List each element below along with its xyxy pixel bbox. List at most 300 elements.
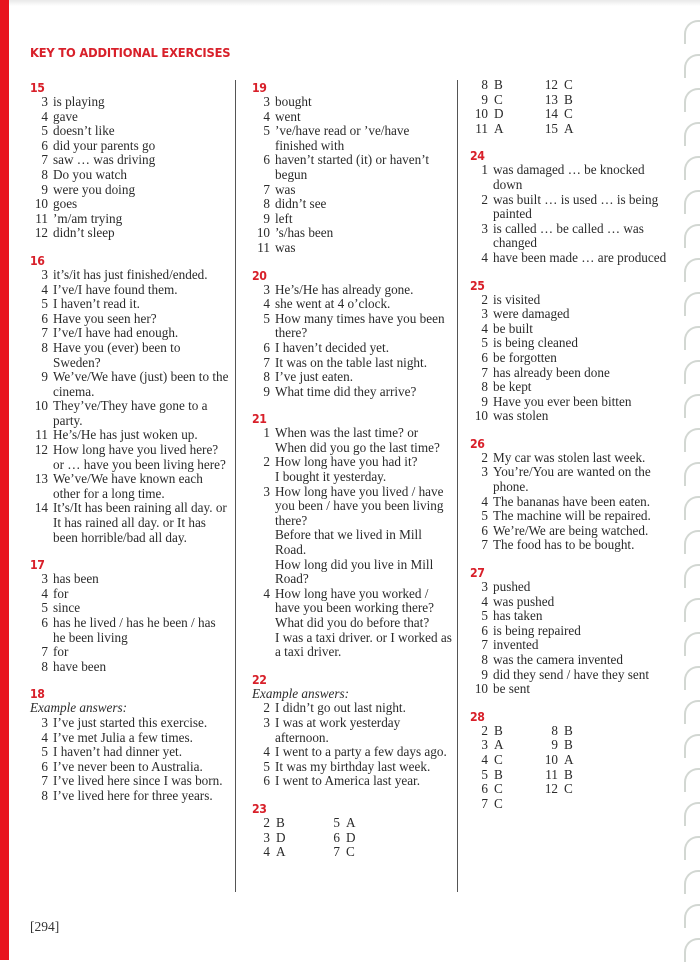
answer-item	[30, 197, 230, 212]
item-number: 4	[481, 249, 488, 265]
answer-item	[30, 341, 230, 370]
answer-item	[470, 624, 670, 639]
answer-line: The machine will be repaired.	[493, 508, 651, 524]
item-text	[53, 326, 230, 341]
answer-line: didn’t see	[275, 196, 327, 212]
item-text	[493, 509, 670, 524]
grid-answer	[540, 78, 610, 93]
answer-letter: C	[346, 844, 355, 860]
answer-item	[470, 451, 670, 466]
answer-line: didn’t sleep	[53, 225, 115, 241]
answer-item	[252, 95, 452, 110]
answer-item	[252, 312, 452, 341]
answer-item	[252, 760, 452, 775]
grid-answer	[322, 831, 392, 846]
item-text	[493, 595, 670, 610]
answer-item	[252, 212, 452, 227]
item-number: 3	[41, 571, 48, 587]
answer-line: I’ve lived here for three years.	[53, 787, 213, 803]
item-number: 4	[41, 281, 48, 297]
answer-item	[470, 351, 670, 366]
binding-hole-icon	[684, 870, 700, 894]
item-text	[53, 139, 230, 154]
answer-item	[30, 399, 230, 428]
item-text	[53, 226, 230, 241]
answer-line: I was a taxi driver. or I worked as a taxi driver.	[275, 629, 452, 660]
item-text	[275, 385, 452, 400]
item-number: 3	[481, 306, 488, 322]
example-answers-note: Example answers:	[252, 685, 350, 701]
item-number: 12	[34, 442, 48, 458]
item-number: 4	[481, 593, 488, 609]
answer-line: is being repaired	[493, 622, 581, 638]
exercise-number: 26	[470, 435, 485, 451]
item-number: 4	[41, 585, 48, 601]
answer-item	[470, 509, 670, 524]
answer-letter: B	[564, 737, 573, 753]
answer-line: is called … be called … was changed	[493, 220, 644, 251]
grid-answer	[470, 107, 540, 122]
answer-item	[252, 716, 452, 745]
answer-item	[470, 366, 670, 381]
item-text	[275, 283, 452, 298]
item-number: 5	[481, 508, 488, 524]
answer-letter: C	[494, 91, 503, 107]
item-number: 13	[544, 91, 558, 107]
item-number	[540, 797, 564, 812]
item-text	[53, 731, 230, 746]
answer-line: The food has to be bought.	[493, 537, 635, 553]
item-number: 2	[263, 700, 270, 716]
item-number: 9	[551, 737, 558, 753]
grid-answer	[252, 816, 322, 831]
answer-grid	[470, 78, 670, 136]
answer-item	[252, 283, 452, 298]
answer-item	[470, 307, 670, 322]
binding-hole-icon	[684, 938, 700, 962]
item-number: 2	[481, 722, 488, 738]
answer-item	[252, 110, 452, 125]
item-number: 6	[41, 137, 48, 153]
answer-item	[30, 774, 230, 789]
item-number: 5	[333, 814, 340, 830]
item-text	[53, 124, 230, 139]
item-text	[53, 183, 230, 198]
grid-answer	[540, 724, 610, 739]
binding-hole-icon	[684, 224, 700, 248]
item-number: 3	[481, 220, 488, 236]
item-number: 3	[41, 714, 48, 730]
item-number: 7	[263, 354, 270, 370]
answer-line: for	[53, 585, 69, 601]
item-number: 6	[263, 339, 270, 355]
answer-line: has taken	[493, 608, 543, 624]
item-text	[275, 774, 452, 789]
grid-answer	[540, 782, 610, 797]
answer-item	[252, 587, 452, 660]
item-number: 6	[481, 522, 488, 538]
page-top-shadow	[9, 0, 700, 6]
answer-item	[30, 297, 230, 312]
answer-line: were damaged	[493, 306, 570, 322]
item-number: 6	[263, 773, 270, 789]
answer-line: It was on the table last night.	[275, 354, 427, 370]
item-number: 7	[41, 773, 48, 789]
item-number: 2	[481, 291, 488, 307]
answer-line: invented	[493, 637, 539, 653]
item-number: 7	[481, 537, 488, 553]
item-text	[53, 587, 230, 602]
answer-line: bought	[275, 94, 312, 109]
item-number: 6	[41, 758, 48, 774]
item-number: 9	[481, 91, 488, 107]
answer-item	[30, 312, 230, 327]
answer-column-1	[30, 80, 230, 816]
item-text	[53, 370, 230, 399]
answer-item	[30, 326, 230, 341]
answer-line: What did you do before that?	[275, 615, 430, 630]
item-text	[53, 153, 230, 168]
item-text	[275, 426, 452, 455]
item-number: 6	[333, 829, 340, 845]
answer-item	[30, 153, 230, 168]
item-text	[275, 183, 452, 198]
item-number: 5	[263, 310, 270, 326]
item-text	[275, 212, 452, 227]
item-number: 6	[481, 349, 488, 365]
answer-line: I’ve never been to Australia.	[53, 758, 203, 774]
binding-hole-icon	[684, 326, 700, 350]
answer-item	[30, 472, 230, 501]
item-number: 6	[481, 622, 488, 638]
item-number: 4	[263, 844, 270, 860]
item-number: 8	[481, 379, 488, 395]
answer-line: You’re/You are wanted on the phone.	[493, 464, 651, 495]
answer-item	[30, 226, 230, 241]
item-number: 7	[41, 325, 48, 341]
answer-line: did your parents go	[53, 137, 156, 153]
answer-item	[470, 638, 670, 653]
answer-line: We’re/We are being watched.	[493, 522, 649, 538]
exercise-section	[30, 253, 230, 545]
grid-answer	[540, 753, 610, 768]
exercise-number: 24	[470, 148, 485, 164]
item-text	[53, 428, 230, 443]
answer-item	[252, 774, 452, 789]
grid-answer	[252, 831, 322, 846]
answer-line: be kept	[493, 379, 532, 395]
exercise-section	[470, 709, 670, 812]
item-number: 10	[474, 408, 488, 424]
item-number: 5	[41, 296, 48, 312]
item-text	[493, 307, 670, 322]
item-number: 4	[263, 108, 270, 124]
answer-item	[252, 485, 452, 587]
answer-line: How long have you lived here? or … have you been living here?	[53, 442, 226, 472]
answer-letter: C	[564, 77, 573, 92]
item-number: 7	[481, 364, 488, 380]
exercise-number: 15	[30, 80, 45, 95]
item-text	[53, 760, 230, 775]
exercise-number: 28	[470, 708, 485, 724]
item-number: 5	[41, 600, 48, 616]
item-number: 11	[257, 239, 270, 255]
grid-answer	[540, 768, 610, 783]
item-text	[493, 366, 670, 381]
answer-item	[252, 124, 452, 153]
exercise-section	[30, 80, 230, 241]
answer-line: Do you watch	[53, 166, 127, 182]
item-text	[275, 297, 452, 312]
item-number: 4	[481, 751, 488, 767]
binding-hole-icon	[684, 292, 700, 316]
item-number: 3	[41, 266, 48, 282]
item-text	[53, 601, 230, 616]
answer-letter: B	[494, 722, 503, 738]
answer-line: was the camera invented	[493, 652, 623, 667]
answer-item	[30, 95, 230, 110]
item-text	[493, 451, 670, 466]
answer-line: gave	[53, 108, 78, 124]
answer-item	[30, 760, 230, 775]
item-text	[275, 370, 452, 385]
answer-item	[252, 297, 452, 312]
item-text	[275, 95, 452, 110]
item-text	[53, 443, 230, 472]
item-number: 8	[41, 658, 48, 674]
item-number: 3	[263, 714, 270, 730]
exercise-section	[30, 686, 230, 803]
item-number: 1	[263, 425, 270, 441]
item-text	[493, 668, 670, 683]
item-number: 10	[474, 681, 488, 697]
red-margin-bar	[0, 0, 9, 960]
item-text	[275, 241, 452, 256]
item-number: 7	[41, 152, 48, 168]
item-number: 4	[263, 744, 270, 760]
binding-hole-icon	[684, 904, 700, 928]
answer-letter: D	[494, 106, 504, 122]
answer-item	[252, 701, 452, 716]
binding-hole-icon	[684, 462, 700, 486]
item-number: 11	[35, 210, 48, 226]
answer-line: were you doing	[53, 181, 136, 197]
answer-letter: C	[564, 106, 573, 122]
answer-item	[30, 572, 230, 587]
answer-item	[30, 716, 230, 731]
item-text	[493, 222, 670, 251]
answer-item	[252, 385, 452, 400]
item-number: 3	[481, 464, 488, 480]
grid-answer	[470, 782, 540, 797]
answer-letter: C	[494, 781, 503, 797]
binding-hole-icon	[684, 394, 700, 418]
item-number: 6	[41, 310, 48, 326]
item-text	[53, 572, 230, 587]
answer-item	[470, 538, 670, 553]
answer-item	[30, 183, 230, 198]
grid-answer	[470, 753, 540, 768]
binding-hole-icon	[684, 190, 700, 214]
item-number: 5	[263, 123, 270, 139]
answer-line: Before that we lived in Mill Road.	[275, 527, 422, 558]
item-number: 8	[41, 787, 48, 803]
item-text	[493, 538, 670, 553]
item-number: 13	[34, 471, 48, 487]
grid-answer	[540, 797, 610, 812]
item-number: 7	[481, 795, 488, 811]
answer-item	[252, 183, 452, 198]
answer-line: has been	[53, 571, 99, 587]
item-text	[53, 472, 230, 501]
grid-answer	[470, 93, 540, 108]
grid-answer	[470, 122, 540, 137]
exercise-section	[252, 411, 452, 660]
item-number: 2	[481, 449, 488, 465]
exercise-number: 25	[470, 277, 485, 293]
answer-line: How long have you worked / have you been working there?	[275, 585, 434, 616]
item-number: 8	[41, 166, 48, 182]
binding-hole-icon	[684, 122, 700, 146]
grid-answer	[470, 724, 540, 739]
answer-letter: B	[494, 77, 503, 92]
item-number: 3	[41, 94, 48, 109]
item-number: 10	[544, 751, 558, 767]
answer-line: I’ve just started this exercise.	[53, 714, 208, 730]
answer-line: We’ve/We have known each other for a long time.	[53, 471, 203, 501]
item-number: 11	[545, 766, 558, 782]
item-number: 9	[263, 383, 270, 399]
grid-answer	[540, 738, 610, 753]
answer-item	[470, 395, 670, 410]
grid-answer	[252, 845, 322, 860]
binding-hole-icon	[684, 836, 700, 860]
answer-line: was stolen	[493, 408, 549, 424]
answer-item	[30, 139, 230, 154]
answer-item	[30, 731, 230, 746]
item-number: 12	[544, 781, 558, 797]
answer-line: was	[275, 181, 296, 197]
item-text	[493, 609, 670, 624]
answer-grid	[470, 724, 670, 812]
item-text	[275, 153, 452, 182]
answer-line: has he lived / has he been / has he been living	[53, 615, 216, 645]
answer-letter: A	[494, 737, 504, 753]
answer-line: ’s/has been	[275, 225, 334, 241]
item-number: 8	[263, 369, 270, 385]
item-number: 2	[263, 454, 270, 470]
answer-item	[30, 745, 230, 760]
binding-hole-icon	[684, 360, 700, 384]
answer-item	[30, 789, 230, 804]
grid-answer	[470, 738, 540, 753]
item-number: 4	[41, 108, 48, 124]
item-number: 3	[481, 737, 488, 753]
answer-line: was pushed	[493, 593, 555, 609]
answer-line: left	[275, 210, 293, 226]
answer-letter: A	[346, 814, 356, 830]
item-number: 4	[263, 296, 270, 312]
item-text	[493, 351, 670, 366]
item-number: 4	[481, 320, 488, 336]
binding-hole-icon	[684, 428, 700, 452]
item-number: 10	[34, 398, 48, 414]
answer-letter: D	[346, 829, 356, 845]
item-text	[493, 495, 670, 510]
item-number: 10	[474, 106, 488, 122]
answer-item	[470, 609, 670, 624]
answer-column-2	[252, 80, 452, 872]
answer-line: ’ve/have read or ’ve/have finished with	[275, 123, 410, 153]
item-number: 11	[475, 120, 488, 136]
answer-line: I went to America last year.	[275, 773, 421, 789]
item-number: 12	[34, 225, 48, 241]
answer-letter: B	[564, 722, 573, 738]
answer-item	[252, 745, 452, 760]
exercise-section	[470, 148, 670, 265]
answer-line: I’ve/I have had enough.	[53, 325, 179, 341]
answer-item	[252, 426, 452, 455]
answer-line: He’s/He has already gone.	[275, 281, 414, 297]
item-number: 7	[41, 644, 48, 660]
item-number: 9	[41, 369, 48, 385]
answer-item	[470, 380, 670, 395]
item-text	[53, 95, 230, 110]
answer-line: Have you ever been bitten	[493, 393, 632, 409]
item-number: 4	[481, 493, 488, 509]
grid-answer	[470, 78, 540, 93]
item-text	[53, 789, 230, 804]
item-number: 2	[481, 191, 488, 207]
item-number: 9	[481, 393, 488, 409]
item-number: 14	[34, 500, 48, 516]
answer-item	[470, 193, 670, 222]
exercise-number: 23	[252, 800, 267, 816]
grid-answer	[540, 93, 610, 108]
answer-letter: B	[494, 766, 503, 782]
answer-item	[30, 370, 230, 399]
item-text	[493, 638, 670, 653]
item-text	[53, 268, 230, 283]
spiral-binding	[684, 0, 700, 960]
answer-line: I didn’t go out last night.	[275, 700, 406, 716]
answer-line: be sent	[493, 681, 530, 697]
answer-item	[252, 226, 452, 241]
answer-item	[470, 595, 670, 610]
grid-answer	[470, 768, 540, 783]
binding-hole-icon	[684, 700, 700, 724]
answer-line: I’ve met Julia a few times.	[53, 729, 193, 745]
binding-hole-icon	[684, 496, 700, 520]
answer-line: have been made … are produced	[493, 249, 667, 265]
item-text	[53, 110, 230, 125]
item-number: 5	[41, 123, 48, 139]
exercise-number: 27	[470, 565, 485, 581]
answer-item	[30, 501, 230, 545]
item-number: 8	[41, 339, 48, 355]
answer-line: What time did they arrive?	[275, 383, 417, 399]
grid-answer	[540, 122, 610, 137]
item-number: 8	[551, 722, 558, 738]
item-text	[53, 341, 230, 370]
item-text	[53, 501, 230, 545]
grid-answer	[470, 797, 540, 812]
column-divider	[457, 80, 458, 892]
answer-item	[30, 168, 230, 183]
item-number: 8	[481, 77, 488, 92]
answer-line: I’ve/I have found them.	[53, 281, 178, 297]
item-number: 3	[481, 579, 488, 595]
